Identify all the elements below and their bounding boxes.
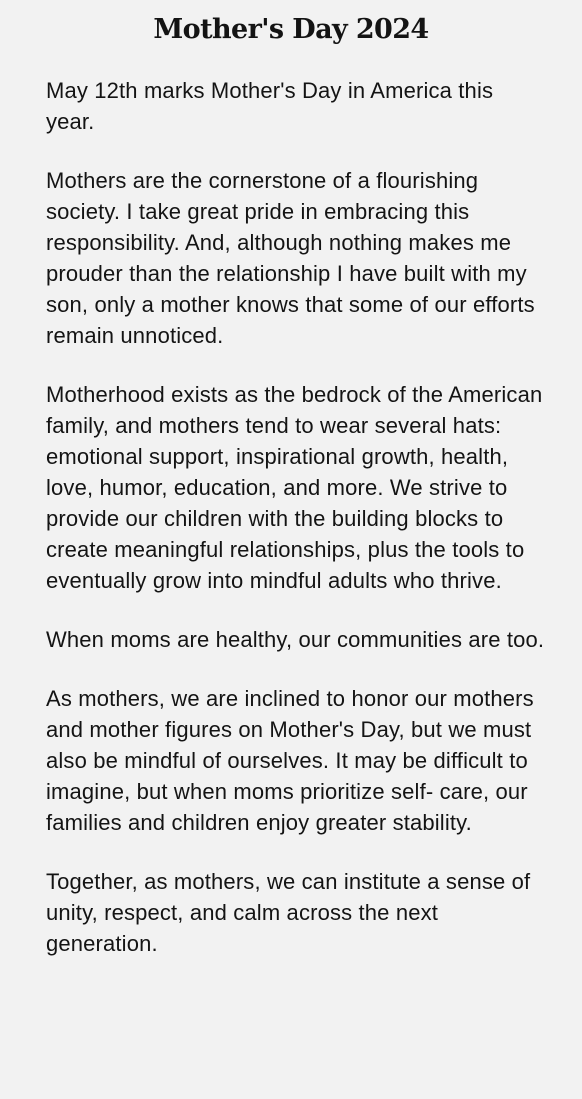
document-title: Mother's Day 2024: [153, 14, 429, 45]
paragraph-3: Motherhood exists as the bedrock of the American family, and mothers tend to wear several hats: emotional support, inspirational growth, health, love, humor, education, and more. We strive to provide our children with the building blocks to create meaningful relationships, plus the tools to eventually grow into mindful adults who thrive.: [46, 382, 543, 593]
paragraph-4: When moms are healthy, our communities are too.: [46, 627, 545, 652]
paragraph-1: May 12th marks Mother's Day in America this year.: [46, 78, 494, 134]
paragraph-5: As mothers, we are inclined to honor our mothers and mother figures on Mother's Day, but we must also be mindful of ourselves. It may be difficult to imagine, but when moms prioritize self- care, our families and children enjoy greater stability.: [46, 686, 534, 835]
document-body: [46, 75, 546, 987]
paragraph-6: Together, as mothers, we can institute a sense of unity, respect, and calm across the next generation.: [46, 869, 531, 956]
paragraph-2: Mothers are the cornerstone of a flourishing society. I take great pride in embracing this responsibility. And, although nothing makes me prouder than the relationship I have built with my son, only a mother knows that some of our efforts remain unnoticed.: [46, 168, 535, 348]
